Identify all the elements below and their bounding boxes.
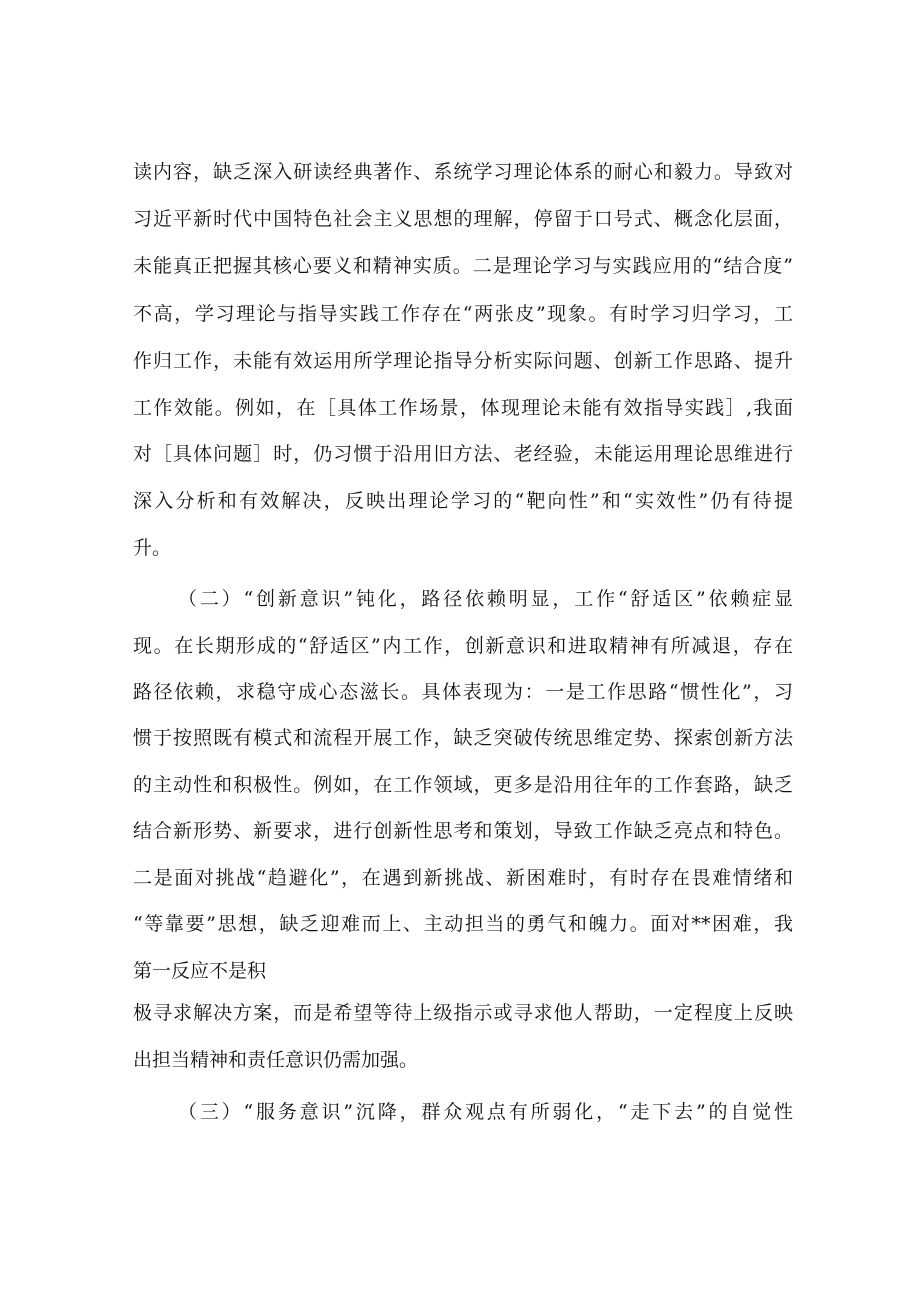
text-line: 结合新形势、新要求，进行创新性思考和策划，导致工作缺乏亮点和特色。	[133, 820, 793, 842]
text-line: （三）“服务意识”沉降，群众观点有所弱化，“走下去”的自觉性	[178, 1101, 793, 1123]
text-line: 升。	[133, 537, 172, 559]
text-line: 二是面对挑战“趋避化”，在遇到新挑战、新困难时，有时存在畏难情绪和	[133, 867, 793, 889]
text-line: 极寻求解决方案，而是希望等待上级指示或寻求他人帮助，一定程度上反映	[133, 1002, 793, 1024]
text-line: 不高，学习理论与指导实践工作存在“两张皮”现象。有时学习归学习，工	[133, 303, 793, 325]
text-line: 深入分析和有效解决，反映出理论学习的“靶向性”和“实效性”仍有待提	[133, 490, 793, 512]
text-line: 惯于按照既有模式和流程开展工作，缺乏突破传统思维定势、探索创新方法	[133, 727, 793, 749]
text-line: 路径依赖，求稳守成心态滋长。具体表现为：一是工作思路“惯性化”，习	[133, 681, 793, 703]
text-line: 对［具体问题］时，仍习惯于沿用旧方法、老经验，未能运用理论思维进行	[133, 443, 793, 465]
text-line: 出担当精神和责任意识仍需加强。	[133, 1049, 419, 1071]
text-line: 的主动性和积极性。例如，在工作领域，更多是沿用往年的工作套路，缺乏	[133, 774, 793, 796]
text-line: （二）“创新意识”钝化，路径依赖明显，工作“舒适区”依赖症显	[178, 588, 793, 610]
text-line: 现。在长期形成的“舒适区”内工作，创新意识和进取精神有所减退，存在	[133, 635, 793, 657]
text-line: 作归工作，未能有效运用所学理论指导分析实际问题、创新工作思路、提升	[133, 350, 793, 372]
text-line: 未能真正把握其核心要义和精神实质。二是理论学习与实践应用的“结合度”	[133, 255, 793, 277]
text-line: “等靠要”思想，缺乏迎难而上、主动担当的勇气和魄力。面对**困难，我	[133, 913, 793, 935]
text-line: 习近平新时代中国特色社会主义思想的理解，停留于口号式、概念化层面，	[133, 208, 793, 230]
text-line: 第一反应不是积	[133, 960, 267, 982]
text-line: 读内容，缺乏深入研读经典著作、系统学习理论体系的耐心和毅力。导致对	[133, 161, 793, 183]
text-line: 工作效能。例如，在［具体工作场景，体现理论未能有效指导实践］,我面	[133, 397, 793, 419]
